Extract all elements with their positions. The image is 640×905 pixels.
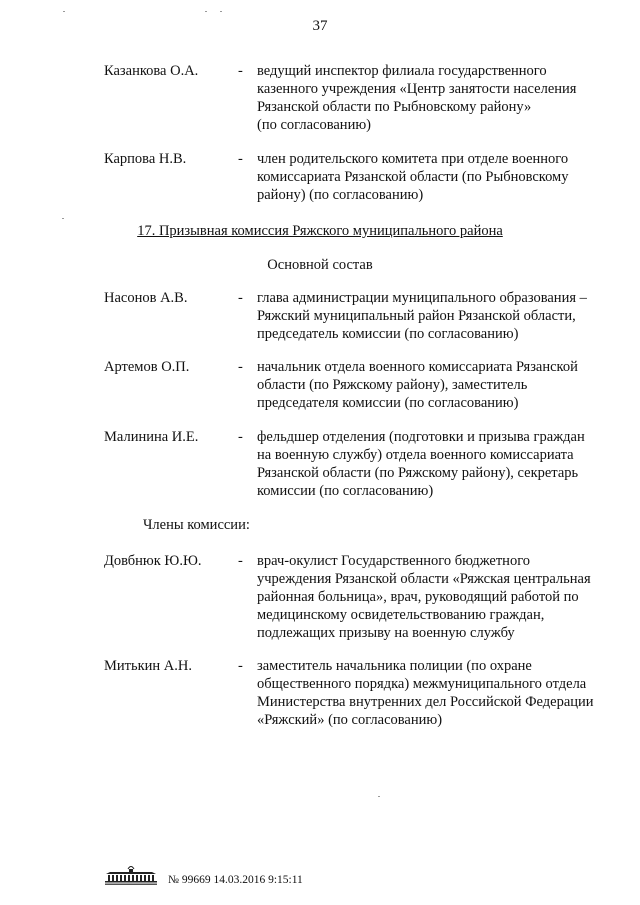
- description-line: подлежащих призыву на военную службу: [257, 625, 515, 641]
- description-line: врач-окулист Государственного бюджетного: [257, 553, 531, 569]
- description-line: (по согласованию): [257, 117, 371, 133]
- scan-speck: [220, 11, 222, 12]
- description-line: глава администрации муниципального образования –: [257, 290, 587, 306]
- members-label: Члены комиссии:: [143, 517, 250, 533]
- description-line: районная больница», врач, руководящий работой по: [257, 589, 579, 605]
- description-line: району) (по согласованию): [257, 187, 424, 203]
- entry-dash: -: [238, 658, 243, 674]
- description-line: председатель комиссии (по согласованию): [257, 326, 519, 342]
- description-line: медицинскому освидетельствованию граждан,: [257, 607, 545, 623]
- page-number: 37: [312, 18, 328, 34]
- description-line: Министерства внутренних дел Российской Федерации: [257, 694, 594, 710]
- description-line: Рязанской области по Рыбновскому району»: [257, 99, 532, 115]
- description-line: Ряжский муниципальный район Рязанской области,: [257, 308, 576, 324]
- description-line: фельдшер отделения (подготовки и призыва граждан: [257, 429, 585, 445]
- description-line: на военную службу) отдела военного комиссариата: [257, 447, 574, 463]
- scan-speck: [205, 11, 207, 12]
- entry-name: Малинина И.Е.: [104, 429, 199, 445]
- entry-dash: -: [238, 359, 243, 375]
- entry-name: Насонов А.В.: [104, 290, 188, 306]
- entry-description: [257, 428, 622, 500]
- entry-name: Казанкова О.А.: [104, 63, 199, 79]
- scan-speck: [62, 218, 64, 219]
- entry-dash: -: [238, 429, 243, 445]
- entry-description: [257, 150, 622, 204]
- description-line: «Ряжский» (по согласованию): [257, 712, 443, 728]
- description-line: заместитель начальника полиции (по охране: [257, 658, 532, 674]
- entry-dash: -: [238, 63, 243, 79]
- scan-speck: [63, 11, 65, 12]
- entry-description: [257, 358, 622, 412]
- entry-name: Артемов О.П.: [104, 359, 190, 375]
- entry-dash: -: [238, 151, 243, 167]
- document-footer: [102, 858, 362, 888]
- entry-name: Митькин А.Н.: [104, 658, 192, 674]
- description-line: начальник отдела военного комиссариата Рязанской: [257, 359, 578, 375]
- description-line: комиссариата Рязанской области (по Рыбновскому: [257, 169, 569, 185]
- entry-name: Карпова Н.В.: [104, 151, 187, 167]
- entry-dash: -: [238, 290, 243, 306]
- description-line: комиссии (по согласованию): [257, 483, 434, 499]
- section-title: 17. Призывная комиссия Ряжского муниципального района: [137, 223, 503, 239]
- description-line: общественного порядка) межмуниципального отдела: [257, 676, 587, 692]
- entry-description: [257, 552, 622, 642]
- entry-name: Довбнюк Ю.Ю.: [104, 553, 202, 569]
- description-line: член родительского комитета при отделе военного: [257, 151, 569, 167]
- scan-speck: [378, 796, 380, 797]
- entry-description: [257, 657, 622, 729]
- description-line: учреждения Рязанской области «Ряжская центральная: [257, 571, 591, 587]
- description-line: Рязанской области (по Ряжскому району), секретарь: [257, 465, 579, 481]
- subsection-title: Основной состав: [267, 257, 373, 273]
- description-line: области (по Ряжскому району), заместитель: [257, 377, 528, 393]
- description-line: казенного учреждения «Центр занятости населения: [257, 81, 577, 97]
- description-line: ведущий инспектор филиала государственного: [257, 63, 547, 79]
- government-building-stamp-icon: [102, 864, 160, 886]
- description-line: председателя комиссии (по согласованию): [257, 395, 519, 411]
- document-registration-stamp: № 99669 14.03.2016 9:15:11: [168, 874, 303, 886]
- entry-description: [257, 62, 622, 134]
- entry-dash: -: [238, 553, 243, 569]
- entry-description: [257, 289, 622, 343]
